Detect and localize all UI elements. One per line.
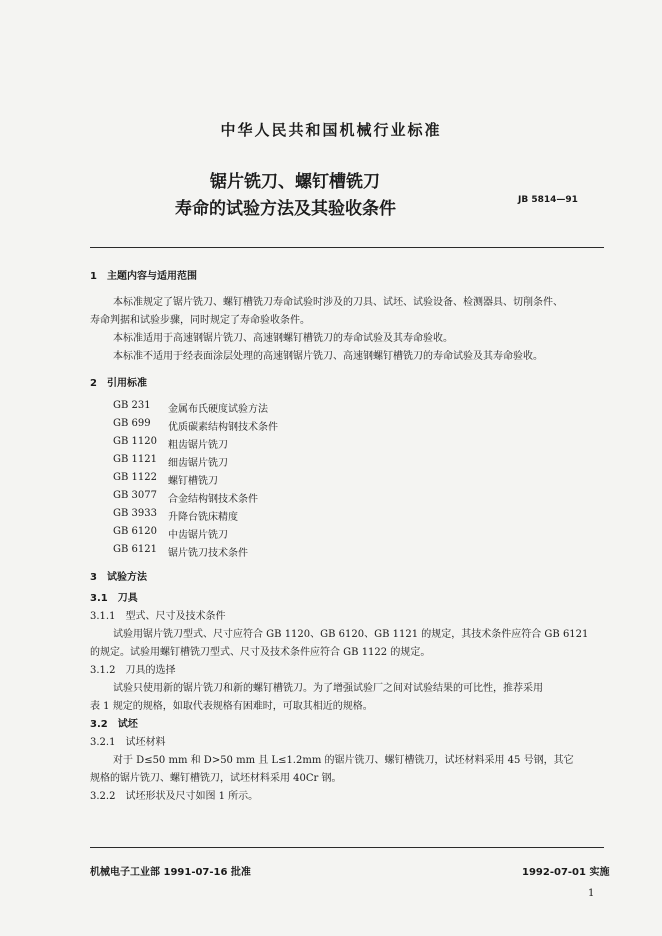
reference-code: GB 6120 xyxy=(113,526,157,537)
issuing-organization: 中华人民共和国机械行业标准 xyxy=(220,121,442,139)
title-line-2: 寿命的试验方法及其验收条件 xyxy=(175,199,396,219)
subsection-3-1-1-line-2: 的规定。试验用螺钉槽铣刀型式、尺寸及技术条件应符合 GB 1122 的规定。 xyxy=(90,647,431,658)
subsection-3-1-1-line-1: 试验用锯片铣刀型式、尺寸应符合 GB 1120、GB 6120、GB 1121 的规定，其技术条件应符合 GB 6121 xyxy=(113,629,589,640)
subsection-3-1-2-line-1: 试验只使用新的锯片铣刀和新的螺钉槽铣刀。为了增强试验厂之间对试验结果的可比性，推荐采用 xyxy=(113,683,543,694)
reference-title: 粗齿锯片铣刀 xyxy=(168,440,228,451)
standard-code: JB 5814—91 xyxy=(518,195,578,205)
reference-title: 合金结构钢技术条件 xyxy=(168,494,258,505)
reference-title: 金属布氏硬度试验方法 xyxy=(168,404,268,415)
reference-code: GB 3933 xyxy=(113,508,157,519)
section-2-heading: 2 引用标准 xyxy=(90,378,147,389)
reference-code: GB 1122 xyxy=(113,472,157,483)
reference-title: 锯片铣刀技术条件 xyxy=(168,548,248,559)
reference-title: 中齿锯片铣刀 xyxy=(168,530,228,541)
reference-code: GB 699 xyxy=(113,418,151,429)
reference-code: GB 1120 xyxy=(113,436,157,447)
section-1-para-3: 本标准不适用于经表面涂层处理的高速钢锯片铣刀、高速钢螺钉槽铣刀的寿命试验及其寿命验收。 xyxy=(113,351,543,362)
subsection-3-2-heading: 3.2 试坯 xyxy=(90,719,138,730)
reference-title: 升降台铣床精度 xyxy=(168,512,238,523)
reference-title: 优质碳素结构钢技术条件 xyxy=(168,422,278,433)
footer-divider xyxy=(90,847,604,848)
subsection-3-1-heading: 3.1 刀具 xyxy=(90,593,138,604)
subsection-3-1-2-line-2: 表 1 规定的规格，如取代表规格有困难时，可取其相近的规格。 xyxy=(90,701,373,712)
section-1-heading: 1 主题内容与适用范围 xyxy=(90,271,197,282)
section-1-para-1-line-1: 本标准规定了锯片铣刀、螺钉槽铣刀寿命试验时涉及的刀具、试坯、试验设备、检测器具、切削条件、 xyxy=(113,297,563,308)
effective-date: 1992-07-01 实施 xyxy=(522,867,610,878)
reference-code: GB 231 xyxy=(113,400,151,411)
title-line-1: 锯片铣刀、螺钉槽铣刀 xyxy=(210,172,380,192)
section-1-para-2: 本标准适用于高速钢锯片铣刀、高速钢螺钉槽铣刀的寿命试验及其寿命验收。 xyxy=(113,333,453,344)
title-divider xyxy=(90,247,604,248)
reference-code: GB 6121 xyxy=(113,544,157,555)
subsection-3-2-1-line-1: 对于 D≤50 mm 和 D>50 mm 且 L≤1.2mm 的锯片铣刀、螺钉槽铣刀，试坯材料采用 45 号钢，其它 xyxy=(113,755,574,766)
reference-code: GB 3077 xyxy=(113,490,157,501)
subsection-3-2-2: 3.2.2 试坯形状及尺寸如图 1 所示。 xyxy=(90,791,259,802)
approval-date: 机械电子工业部 1991-07-16 批准 xyxy=(90,867,251,878)
subsection-3-1-2-heading: 3.1.2 刀具的选择 xyxy=(90,665,176,676)
subsection-3-2-1-line-2: 规格的锯片铣刀、螺钉槽铣刀，试坯材料采用 40Cr 钢。 xyxy=(90,773,342,784)
reference-title: 细齿锯片铣刀 xyxy=(168,458,228,469)
section-1-para-1-line-2: 寿命判据和试验步骤，同时规定了寿命验收条件。 xyxy=(90,315,310,326)
subsection-3-1-1-heading: 3.1.1 型式、尺寸及技术条件 xyxy=(90,611,226,622)
section-3-heading: 3 试验方法 xyxy=(90,572,147,583)
reference-title: 螺钉槽铣刀 xyxy=(168,476,218,487)
reference-code: GB 1121 xyxy=(113,454,157,465)
page-number: 1 xyxy=(588,888,595,899)
subsection-3-2-1-heading: 3.2.1 试坯材料 xyxy=(90,737,166,748)
